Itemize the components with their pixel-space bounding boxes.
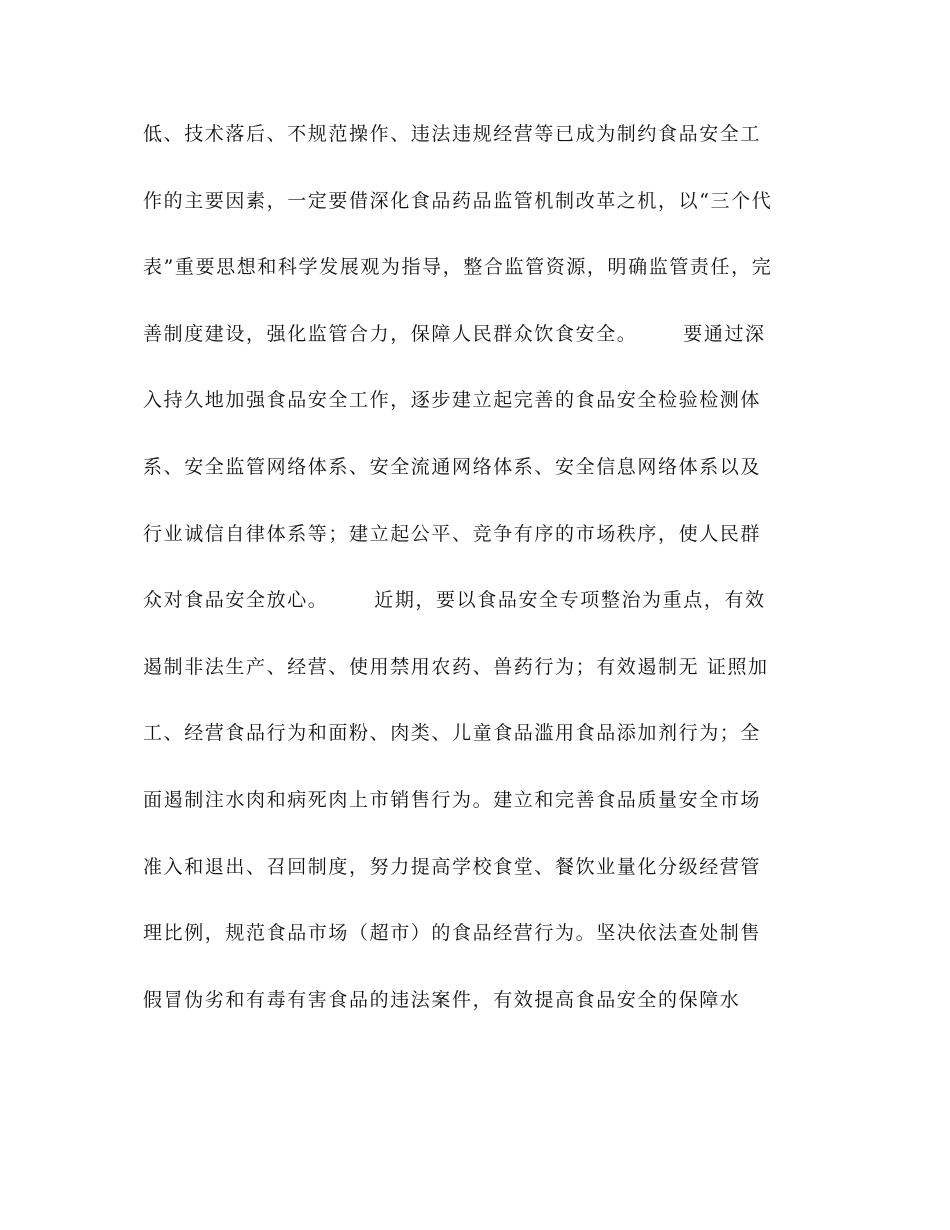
text-line: 面遏制注水肉和病死肉上市销售行为。建立和完善食品质量安全市场 <box>143 788 762 811</box>
text-line: 表”重要思想和科学发展观为指导，整合监管资源，明确监管责任，完 <box>143 256 773 279</box>
text-line: 善制度建设，强化监管合力，保障人民群众饮食安全。 要通过深 <box>143 322 766 345</box>
text-line: 入持久地加强食品安全工作，逐步建立起完善的食品安全检验检测体 <box>143 389 762 412</box>
text-line: 理比例，规范食品市场（超市）的食品经营行为。坚决依法查处制售 <box>143 922 762 945</box>
text-line: 系、安全监管网络体系、安全流通网络体系、安全信息网络体系以及 <box>143 455 762 478</box>
text-line: 行业诚信自律体系等；建立起公平、竞争有序的市场秩序，使人民群 <box>143 522 762 545</box>
body-text <box>143 124 823 1056</box>
text-line: 作的主要因素，一定要借深化食品药品监管机制改革之机，以“三个代 <box>143 189 773 212</box>
text-line: 遏制非法生产、经营、使用禁用农药、兽药行为；有效遏制无 证照加 <box>143 655 769 678</box>
text-line: 假冒伪劣和有毒有害食品的违法案件，有效提高食品安全的保障水 <box>143 988 741 1011</box>
text-line: 准入和退出、召回制度，努力提高学校食堂、餐饮业量化分级经营管 <box>143 855 762 878</box>
text-line: 工、经营食品行为和面粉、肉类、儿童食品滥用食品添加剂行为；全 <box>143 722 762 745</box>
text-line: 低、技术落后、不规范操作、违法违规经营等已成为制约食品安全工 <box>143 123 762 145</box>
text-line: 众对食品安全放心。 近期，要以食品安全专项整治为重点，有效 <box>143 589 766 612</box>
